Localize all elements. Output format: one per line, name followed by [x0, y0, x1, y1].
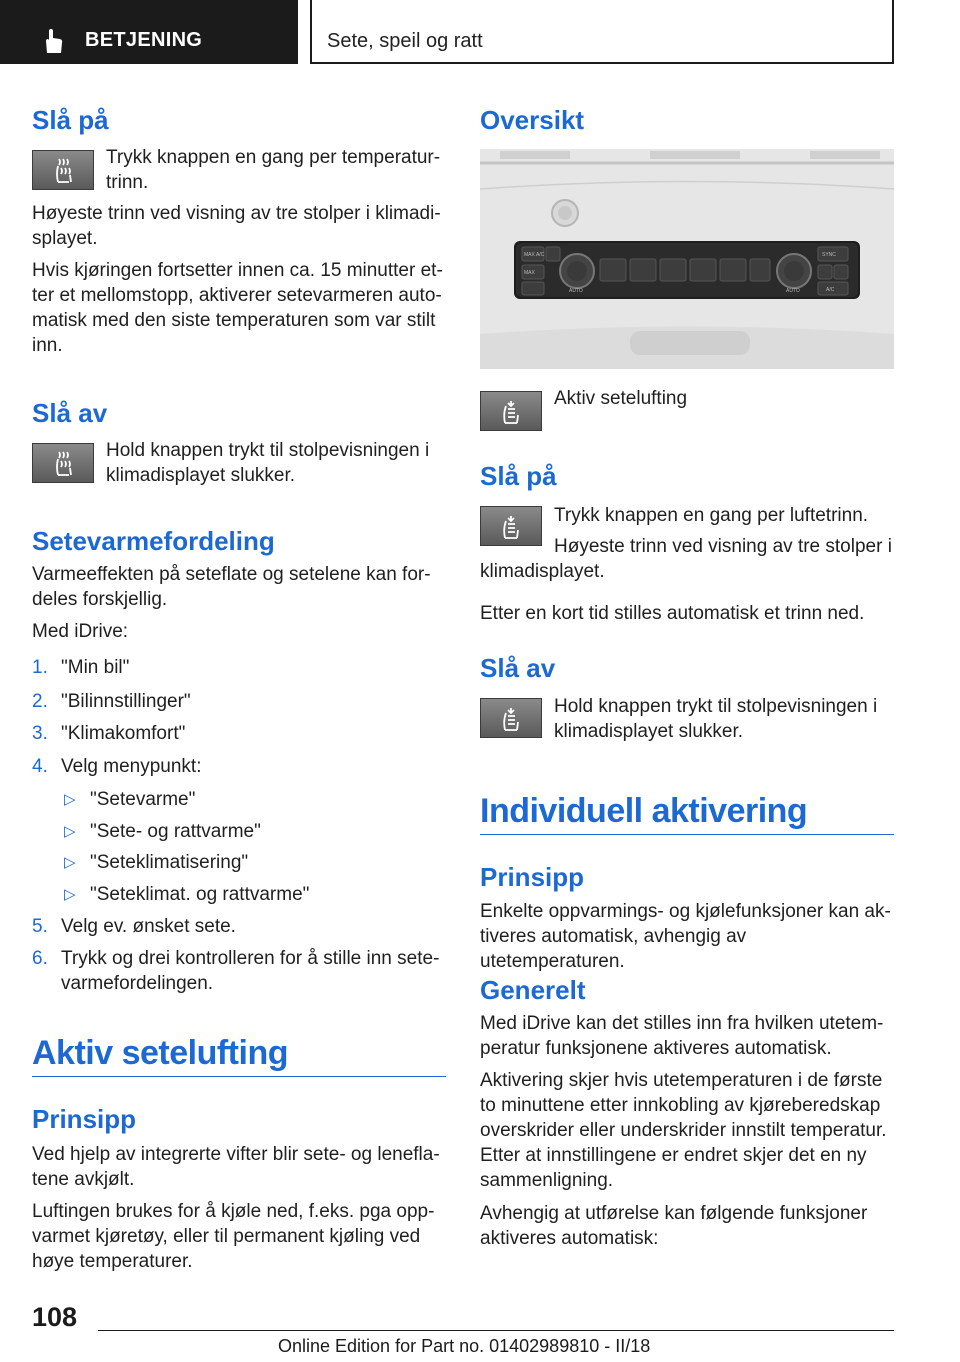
heading-prinsipp: Prinsipp: [480, 862, 585, 892]
paragraph: Hold knappen trykt til stolpevisningen i klimadisplayet slukker.: [554, 696, 878, 742]
heading-prinsipp: Prinsipp: [32, 1104, 137, 1134]
paragraph: Høyeste trinn ved visning av tre stolper i klimadi- splayet.: [32, 203, 441, 249]
edition-text: Online Edition for Part no. 01402989810 - II/18: [278, 1336, 651, 1356]
heading-sla-av: Slå av: [480, 653, 556, 683]
seat-ventilation-button-icon: [480, 506, 542, 546]
seat-ventilation-button-icon: [480, 391, 542, 431]
panel-label-max: MAX: [524, 270, 535, 276]
paragraph: klimadisplayet.: [480, 561, 605, 582]
section-title: Sete, speil og ratt: [327, 30, 483, 52]
page-number: 108: [32, 1302, 78, 1332]
heading-individuell-aktivering: Individuell aktivering: [480, 792, 808, 830]
climate-panel-photo: [480, 149, 894, 369]
chapter-title: BETJENING: [85, 29, 203, 51]
paragraph: Med iDrive kan det stilles inn fra hvilken utetem- peratur funksjonene aktiveres automatisk.: [480, 1013, 884, 1059]
panel-label-sync: SYNC: [822, 252, 836, 258]
panel-label-ac: A/C: [826, 287, 835, 293]
paragraph: Aktivering skjer hvis utetemperaturen i de første to minuttene etter innkobling av kjøreberedskap overskrider eller underskrider innstilt temperatur. Etter at innstillingene er endret skjer det en ny sammenligning.: [480, 1070, 887, 1191]
panel-label-auto-left: AUTO: [569, 288, 583, 294]
paragraph: Luftingen brukes for å kjøle ned, f.eks. pga opp- varmet kjøretøy, eller til permanent kjøling ved høye temperaturer.: [32, 1201, 435, 1272]
seat-heating-button-icon: [32, 150, 94, 190]
paragraph: Etter en kort tid stilles automatisk et trinn ned.: [480, 603, 865, 624]
paragraph: Avhengig at utførelse kan følgende funksjoner aktiveres automatisk:: [480, 1203, 868, 1249]
paragraph: Med iDrive:: [32, 621, 129, 642]
icon-caption: Aktiv setelufting: [554, 388, 688, 409]
paragraph: Enkelte oppvarmings- og kjølefunksjoner kan ak- tiveres automatisk, avhengig av utetemperaturen.: [480, 901, 891, 972]
panel-label-max-ac: MAX A/C: [524, 252, 545, 258]
paragraph: Varmeeffekten på seteflate og setelene kan for- deles forskjellig.: [32, 564, 431, 610]
heading-aktiv-setelufting: Aktiv setelufting: [32, 1034, 288, 1072]
heading-rule: [480, 834, 894, 835]
paragraph: Trykk knappen en gang per luftetrinn.: [554, 505, 869, 526]
heading-generelt: Generelt: [480, 975, 586, 1005]
paragraph: Høyeste trinn ved visning av tre stolper i: [554, 536, 892, 557]
paragraph: Ved hjelp av integrerte vifter blir sete- og lenefla- tene avkjølt.: [32, 1144, 440, 1190]
paragraph: Hold knappen trykt til stolpevisningen i klimadisplayet slukker.: [106, 440, 430, 486]
panel-label-auto-right: AUTO: [786, 288, 800, 294]
seat-ventilation-button-icon: [480, 698, 542, 738]
section-header: [310, 0, 894, 64]
heading-oversikt: Oversikt: [480, 105, 585, 135]
paragraph: Hvis kjøringen fortsetter innen ca. 15 minutter et- ter et mellomstopp, aktiverer setevarmeren auto- matisk med den siste temperaturen som var stilt inn.: [32, 260, 443, 356]
paragraph: Trykk knappen en gang per temperatur- trinn.: [106, 147, 441, 193]
chapter-tab: [0, 0, 298, 64]
seat-heating-button-icon: [32, 443, 94, 483]
heading-sla-av: Slå av: [32, 398, 108, 428]
heading-sla-pa: Slå på: [32, 105, 109, 135]
heading-rule: [32, 1076, 446, 1077]
heading-setevarmefordeling: Setevarmefordeling: [32, 526, 275, 556]
hand-pointer-icon: [40, 28, 66, 54]
heading-sla-pa: Slå på: [480, 461, 557, 491]
footer-rule: [98, 1330, 894, 1331]
